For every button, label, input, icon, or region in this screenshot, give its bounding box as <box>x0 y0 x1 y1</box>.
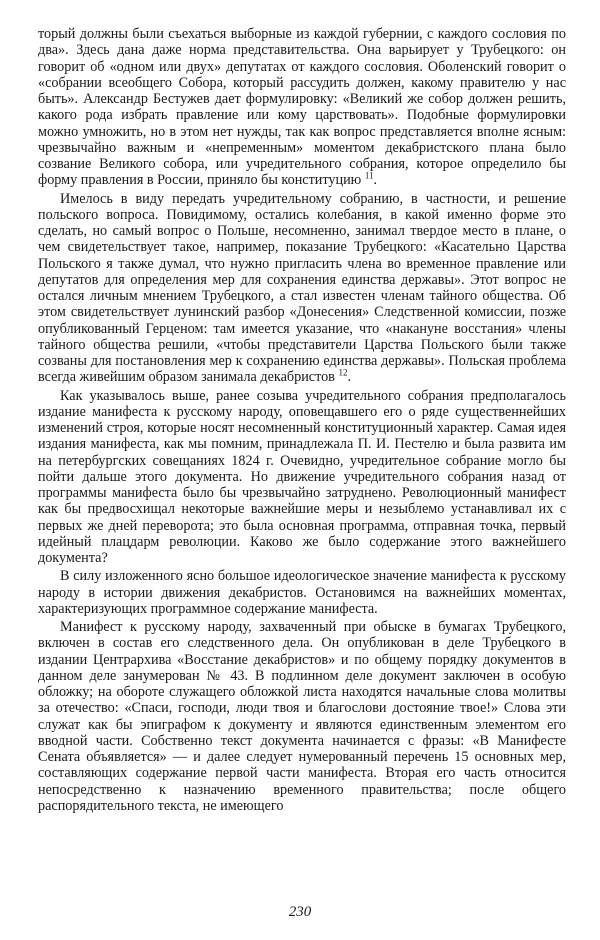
paragraph-2 <box>38 191 566 386</box>
page-number: 230 <box>288 904 312 920</box>
paragraph-5-text: Манифест к русскому народу, захваченный при обыске в бумагах Трубецкого, включен в состав его следственного дела. Он опубликован в деле Трубецкого в издании Центрархива «Восстание декабристов» и по общему порядку документов в данном деле занумерован № 43. В подлинном деле документ заключен в особую обложку; на обороте служащего обложкой листа находятся начальные слова молитвы за отечество: «Спаси, господи, люди твоя и благослови достояние твое!» Слова эти служат как бы эпиграфом к документу и являются единственным элементом его вводной части. Собственно текст документа начинается с фразы: «В Манифесте Сената объявляется» — и далее следует нумерованный перечень 15 основных мер, составляющих содержание первой части манифеста. Вторая его часть относится непосредственно к назначению временного правительства; после общего распорядительного текста, не имеющего <box>38 619 566 814</box>
paragraph-2-tail: . <box>347 369 351 386</box>
footnote-ref-11: 11 <box>364 170 374 181</box>
paragraph-5 <box>38 619 566 814</box>
paragraph-4 <box>38 568 566 617</box>
paragraph-1 <box>38 26 566 189</box>
paragraph-3 <box>38 388 566 567</box>
footnote-ref-12: 12 <box>338 367 348 378</box>
document-page <box>38 26 566 816</box>
paragraph-1-text: торый должны были съехаться выборные из каждой губернии, с каждого сословия по два». Здесь дана даже норма представительства. Она варьирует у Трубецкого: он говорит об «одном или двух» депутатах от каждого сословия. Оболенский говорит о «собрании всеобщего Собора, который рассудить должен, какому правителю у нас быть». Александр Бестужев дает формулировку: «Великий же собор должен решить, какого рода избрать правление или кому царствовать». Подобные формулировки можно умножить, но в этом нет нужды, так как вопрос представляется вполне ясным: чрезвычайно важным и «непременным» моментом декабристского плана было созвание Великого собора, или учредительного собрания, которое определило бы форму правления в России, приняло бы конституцию <box>38 26 566 189</box>
paragraph-2-text: Имелось в виду передать учредительному собранию, в частности, и решение польского вопроса. Повидимому, остались колебания, в какой именно форме это сделать, но самый вопрос о Польше, несомненно, занимал твердое место в плане, о чем свидетельствует такое, например, показание Трубецкого: «Касательно Царства Польского я также думал, что нужно пригласить члена во временное правление или депутатов для определения мер для сохранения единства державы». Этот вопрос не остался личным мнением Трубецкого, а стал известен членам тайного общества. Об этом свидетельствует лунинский разбор «Донесения» Следственной комиссии, позже опубликованный Герценом: там имеется указание, что «накануне восстания» члены тайного общества решили, «чтобы представители Царства Польского были также созваны для постановления мер к сохранению единства державы». Польская проблема всегда живейшим образом занимала декабристов <box>38 190 566 386</box>
paragraph-3-text: Как указывалось выше, ранее созыва учредительного собрания предполагалось издание манифеста к русскому народу, оповещавшего его о ряде существеннейших изменений строя, которые носят несомненный конституционный характер. Самая идея издания манифеста, как мы помним, принадлежала П. И. Пестелю и была развита им на петербургских совещаниях 1824 г. Очевидно, учредительное собрание могло бы пойти дальше этого документа. Но движение учредительного собрания назад от программы манифеста было бы чрезвычайно затруднено. Революционный манифест как бы предвосхищал некоторые важнейшие меры и незыблемо устанавливал их с первых же дней переворота; это была основная программа, отправная точка, первый идейный плацдарм революции. Каково же было содержание этого важнейшего документа? <box>38 387 566 566</box>
paragraph-4-text: В силу изложенного ясно большое идеологическое значение манифеста к русскому народу в истории движения декабристов. Остановимся на важнейших моментах, характеризующих программное содержание манифеста. <box>38 568 566 617</box>
paragraph-1-tail: . <box>373 172 378 189</box>
